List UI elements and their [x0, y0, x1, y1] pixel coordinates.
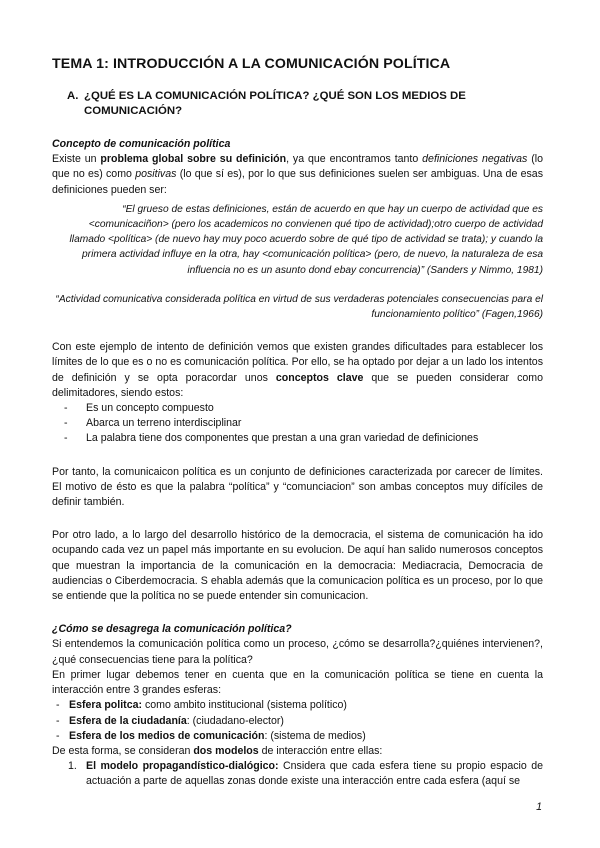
paragraph-democracia: Por otro lado, a lo largo del desarrollo histórico de la democracia, el sistema de comunicación ha ido ocupando cada vez un papel más importante en su evolucion. De aquí han salido numerosos conceptos que muestran la importancia de la comunicación en la democracia: Mediacracia, Democracia de audiencias o Ciberdemocracia. S ehabla además que la comunicacion política es un proceso, por lo que se entiende que la política no se puede entender sin comunicacion.	[52, 529, 543, 603]
section-prefix: A.	[67, 90, 79, 102]
list-item	[52, 729, 543, 744]
text-run: Con este ejemplo de intento de definición vemos que existen grandes dificultades para establecer los límites de lo que es o no es comunicación política. Por ello, se ha optado por dejar a un lado los intentos de definición y se opta poracordar unos	[52, 341, 543, 384]
paragraph-definicion	[52, 152, 543, 198]
list-item	[52, 698, 543, 713]
list-item: - Abarca un terreno interdisciplinar	[52, 416, 543, 431]
text-run: , ya que encontramos tanto	[286, 153, 423, 166]
paragraph-proceso: Si entendemos la comunicación política como un proceso, ¿cómo se desarrolla?¿quiénes intervienen?,¿qué consecuencias tiene para la política?	[52, 638, 543, 666]
text-run: como ambito institucional (sistema político)	[142, 699, 347, 712]
text-run: de interacción entre ellas:	[258, 744, 383, 757]
paragraph-por-tanto: Por tanto, la comunicaicon política es un conjunto de definiciones caracterizada por carecer de límites. El motivo de ésto es que la palabra “política” y “comunciacion” son ambas conceptos muy difíciles de definir también.	[52, 465, 543, 509]
document-body	[52, 137, 543, 790]
subheading-desagrega: ¿Cómo se desagrega la comunicación política?	[52, 623, 292, 636]
quote-fagen: “Actividad comunicativa considerada política en virtud de sus verdaderas potenciales consecuencias para el funcionamiento político” (Fagen,1966)	[55, 293, 543, 321]
conceptos-list	[52, 401, 543, 447]
text-run: : (ciudadano-elector)	[186, 714, 284, 727]
text-run: Cnsidera que cada esfera tiene su propio espacio de actuación a parte de aquellas zonas donde existe una interacción entre cada esfera (aquí se	[86, 760, 543, 788]
bold-text: problema global sobre su definición	[100, 153, 287, 166]
quote-sanders-nimmo: “El grueso de estas definiciones, están de acuerdo en que hay un cuerpo de actividad que es <comunicaciñon> (pero los academicos no convienen qué tipo de actividad);otro cuerpo de actividad llamado <política> (de nuevo hay muy poco acuerdo sobre de qué tipo de actividad se trata); y cuando la primera actividad influye en la otra, hay <comunicación política> (pero, de nuevo, la naturaleza de esa influencia no es un asunto dond ebay concurrencia)” (Sanders y Nimmo, 1981)	[69, 203, 543, 276]
subheading-concepto: Concepto de comunicación política	[52, 138, 231, 150]
page-number: 1	[536, 801, 542, 813]
list-item: - La palabra tiene dos componentes que prestan a una gran variedad de definiciones	[52, 431, 543, 446]
bold-text: conceptos clave	[275, 371, 364, 384]
bold-text: dos modelos	[193, 744, 259, 757]
list-item: - Es un concepto compuesto	[52, 401, 543, 416]
italic-text: definiciones negativas	[422, 153, 528, 166]
paragraph-dificultades	[52, 340, 543, 401]
text-run: Existe un	[52, 153, 101, 166]
text-run: De esta forma, se consideran	[52, 744, 194, 757]
section-heading-line1: ¿QUÉ ES LA COMUNICACIÓN POLÍTICA? ¿QUÉ SON LOS MEDIOS DE	[84, 90, 466, 102]
bold-text: Esfera politca:	[69, 699, 143, 712]
section-heading-line2: COMUNICACIÓN?	[84, 105, 183, 117]
text-run: : (sistema de medios)	[264, 729, 366, 742]
modelos-list	[52, 759, 543, 789]
bold-text: Esfera de los medios de comunicación	[69, 729, 265, 742]
text-run: que se pueden considerar como delimitadores, siendo estos:	[52, 371, 543, 399]
bold-text: Esfera de la ciudadanía	[69, 714, 187, 727]
section-heading	[67, 89, 541, 119]
text-run: (lo que no es) como	[52, 153, 544, 181]
esferas-list	[52, 698, 543, 744]
paragraph-esferas-intro: En primer lugar debemos tener en cuenta que en la comunicación política se tiene en cuenta la interacción entre 3 grandes esferas:	[52, 668, 543, 697]
text-run: (lo que sí es), por lo que sus definiciones suelen ser ambiguas. Una de esas definiciones pueden ser:	[52, 168, 543, 196]
page-title: TEMA 1: INTRODUCCIÓN A LA COMUNICACIÓN POLÍTICA	[52, 56, 451, 72]
bold-text: El modelo propagandístico-dialógico:	[86, 760, 279, 773]
list-item	[52, 759, 543, 789]
italic-text: positivas	[135, 168, 177, 181]
paragraph-modelos	[52, 744, 543, 759]
list-number: 1.	[68, 760, 77, 773]
list-item	[52, 714, 543, 729]
